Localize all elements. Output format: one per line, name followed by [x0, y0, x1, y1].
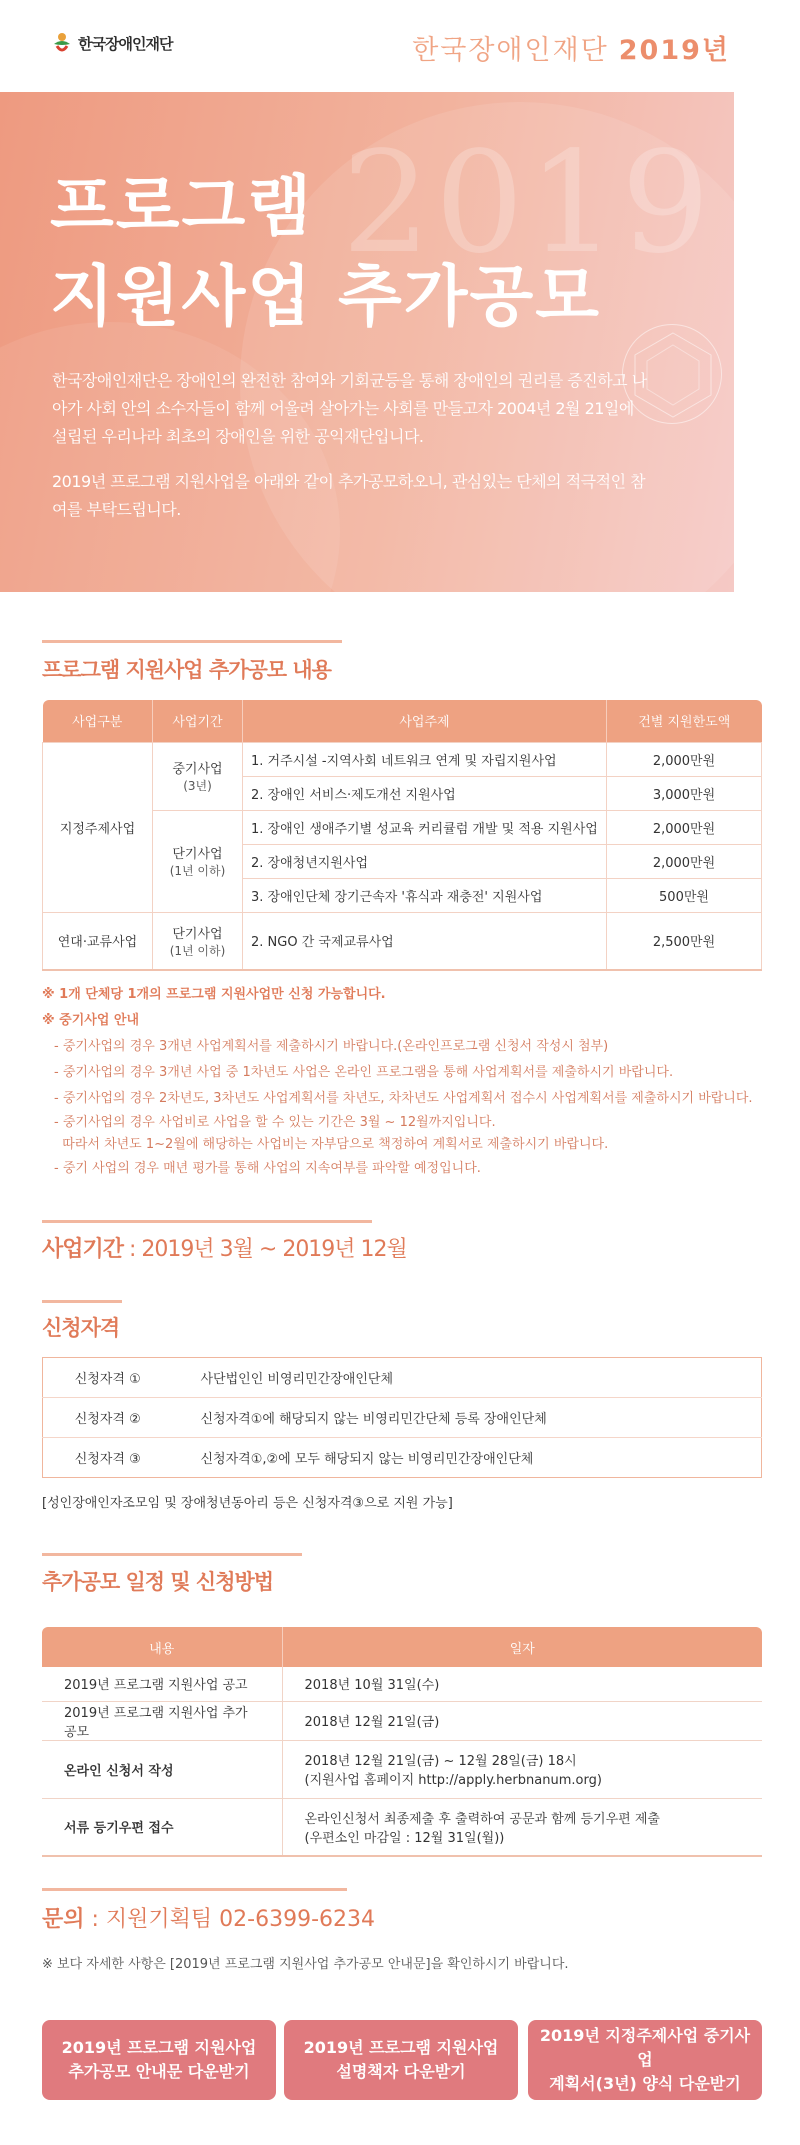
amount-cell: 2,000만원: [607, 742, 762, 776]
topic-cell: 2. NGO 간 국제교류사업: [243, 912, 607, 970]
schedule-item: 온라인 신청서 작성: [42, 1740, 282, 1798]
topic-cell: 2. 장애인 서비스·제도개선 지원사업: [243, 776, 607, 810]
schedule-item: 2019년 프로그램 지원사업 공고: [42, 1667, 282, 1701]
period-sub: (3년): [183, 779, 212, 793]
eligibility-key: 신청자격 ①: [43, 1358, 173, 1398]
eligibility-table: [42, 1357, 762, 1478]
button-line: 설명책자 다운받기: [336, 2062, 466, 2081]
section-divider: [42, 1220, 372, 1223]
section-divider: [42, 1300, 122, 1303]
schedule-date: 2018년 10월 31일(수): [282, 1667, 762, 1701]
amount-cell: 2,500만원: [607, 912, 762, 970]
table-row: [43, 912, 762, 970]
eligibility-value: 신청자격①,②에 모두 해당되지 않는 비영리민간장애인단체: [200, 1452, 534, 1467]
note-item: - 중기사업의 경우 사업비로 사업을 할 수 있는 기간은 3월 ~ 12월까지입니다.: [54, 1115, 496, 1130]
schedule-item: 서류 등기우편 접수: [42, 1798, 282, 1856]
period-label: 단기사업: [172, 926, 223, 942]
button-line: 계획서(3년) 양식 다운받기: [549, 2074, 741, 2093]
note-item: - 중기사업의 경우 3개년 사업 중 1차년도 사업은 온라인 프로그램을 통해 사업계획서를 제출하시기 바랍니다.: [54, 1065, 674, 1080]
download-notice-button[interactable]: [42, 2020, 276, 2100]
period-value: : 2019년 3월 ~ 2019년 12월: [123, 1237, 407, 1262]
amount-cell: 2,000만원: [607, 810, 762, 844]
section-divider: [42, 1553, 302, 1556]
period-heading: 사업기간: [42, 1237, 124, 1262]
top-bar: [0, 0, 800, 92]
schedule-date-line: 2018년 12월 21일(금) ~ 12월 28일(금) 18시: [304, 1754, 577, 1769]
period-cell: [153, 810, 243, 912]
category-cell: 지정주제사업: [43, 742, 153, 912]
business-period: [42, 1232, 407, 1263]
hero-title: [50, 162, 601, 342]
period-sub: (1년 이하): [169, 943, 226, 958]
column-header: 사업구분: [43, 700, 153, 742]
table-header-row: [43, 700, 762, 742]
section-heading-schedule: 추가공모 일정 및 신청방법: [42, 1570, 274, 1594]
table-row: [42, 1798, 762, 1856]
logo-text: 한국장애인재단: [78, 34, 173, 53]
button-line: 2019년 지정주제사업 중기사업: [539, 2026, 751, 2069]
schedule-date: 2018년 12월 21일(금): [282, 1701, 762, 1740]
schedule-date: [282, 1740, 762, 1798]
schedule-item: 2019년 프로그램 지원사업 추가공모: [42, 1701, 282, 1740]
eligibility-note: [성인장애인자조모임 및 장애청년동아리 등은 신청자격③으로 지원 가능]: [42, 1496, 453, 1511]
table-row: [43, 742, 762, 776]
button-label: [304, 2036, 499, 2084]
note-item: - 중기 사업의 경우 매년 평가를 통해 사업의 지속여부를 파악할 예정입니다.: [54, 1161, 481, 1176]
schedule-date: [282, 1798, 762, 1856]
hero-description-2: 2019년 프로그램 지원사업을 아래와 같이 추가공모하오니, 관심있는 단체의 적극적인 참여를 부탁드립니다.: [52, 472, 646, 519]
download-plan-form-button[interactable]: [528, 2020, 762, 2100]
hero-banner: [0, 92, 734, 592]
page-top-title: [412, 28, 730, 67]
foundation-logo[interactable]: [52, 32, 172, 54]
section-heading-eligibility: 신청자격: [42, 1316, 120, 1340]
column-header: 사업주제: [243, 700, 607, 742]
eligibility-value: 사단법인인 비영리민간장애인단체: [173, 1358, 762, 1398]
section-divider: [42, 640, 342, 643]
schedule-date-line[interactable]: (지원사업 홈페이지 http://apply.herbnanum.org): [304, 1773, 602, 1788]
table-row: [43, 1398, 762, 1438]
hero-title-line2: 지원사업 추가공모: [50, 258, 602, 335]
note-item: 따라서 차년도 1~2월에 해당하는 사업비는 자부담으로 책정하여 계획서로 제출하시기 바랍니다.: [54, 1137, 609, 1152]
eligibility-key: 신청자격 ②: [43, 1398, 173, 1438]
section-divider: [42, 1888, 347, 1891]
program-table: [42, 700, 762, 971]
period-sub: (1년 이하): [169, 864, 226, 878]
program-notes: [42, 982, 762, 1182]
topic-cell: 1. 장애인 생애주기별 성교육 커리큘럼 개발 및 적용 지원사업: [243, 810, 607, 844]
schedule-date-line: 온라인신청서 최종제출 후 출력하여 공문과 함께 등기우편 제출: [304, 1811, 660, 1827]
topic-cell: 2. 장애청년지원사업: [243, 844, 607, 878]
button-line: 2019년 프로그램 지원사업: [61, 2038, 257, 2057]
column-header: 일자: [282, 1627, 762, 1667]
column-header: 사업기간: [153, 700, 243, 742]
button-line: 2019년 프로그램 지원사업: [303, 2038, 499, 2057]
note-item: - 중기사업의 경우 3개년 사업계획서를 제출하시기 바랍니다.(온라인프로그램 신청서 작성시 첨부): [54, 1039, 609, 1054]
contact-note: ※ 보다 자세한 사항은 [2019년 프로그램 지원사업 추가공모 안내문]을 확인하시기 바랍니다.: [42, 1957, 569, 1972]
eligibility-value: 신청자격①에 해당되지 않는 비영리민간단체 등록 장애인단체: [173, 1398, 762, 1438]
table-row: [42, 1740, 762, 1798]
category-cell: 연대·교류사업: [43, 912, 153, 970]
column-header: 내용: [42, 1627, 282, 1667]
topic-cell: 3. 장애인단체 장기근속자 '휴식과 재충전' 지원사업: [243, 878, 607, 912]
period-label: 단기사업: [172, 847, 223, 862]
button-label: [538, 2024, 752, 2096]
period-cell: [153, 912, 243, 970]
schedule-date-line: (우편소인 마감일 : 12월 31일(월)): [304, 1830, 505, 1846]
amount-cell: 3,000만원: [607, 776, 762, 810]
table-row: [42, 1701, 762, 1740]
table-row: [42, 1667, 762, 1701]
download-booklet-button[interactable]: [284, 2020, 518, 2100]
topic-cell: 1. 거주시설 -지역사회 네트워크 연계 및 자립지원사업: [243, 742, 607, 776]
contact-label: 문의: [42, 1907, 85, 1932]
logo-mark-icon: [52, 32, 72, 54]
button-line: 추가공모 안내문 다운받기: [68, 2062, 250, 2081]
top-title-year: 2019년: [618, 35, 730, 66]
hero-watermark-year: 2019: [341, 122, 714, 285]
note-limit: ※ 1개 단체당 1개의 프로그램 지원사업만 신청 가능합니다.: [42, 987, 386, 1002]
amount-cell: 2,000만원: [607, 844, 762, 878]
button-label: [62, 2036, 257, 2084]
amount-cell: 500만원: [607, 878, 762, 912]
contact-value: : 지원기획팀 02-6399-6234: [84, 1907, 376, 1932]
hero-description: 한국장애인재단은 장애인의 완전한 참여와 기회균등을 통해 장애인의 권리를 증진하고 나아가 사회 안의 소수자들이 함께 어울려 살아가는 사회를 만들고자 2004년 2월 21일에 설립된 우리나라 최초의 장애인을 위한 공익재단입니다.: [52, 371, 647, 446]
note-mid-guide: ※ 중기사업 안내: [42, 1013, 140, 1028]
top-title-org: 한국장애인재단: [412, 35, 609, 66]
table-row: [43, 1358, 762, 1398]
period-cell: [153, 742, 243, 810]
table-row: [43, 1438, 762, 1478]
note-item: - 중기사업의 경우 2차년도, 3차년도 사업계획서를 차년도, 차차년도 사업계획서 접수시 사업계획서를 제출하시기 바랍니다.: [54, 1091, 753, 1106]
column-header: 건별 지원한도액: [607, 700, 762, 742]
schedule-table: [42, 1627, 762, 1857]
eligibility-key: 신청자격 ③: [74, 1452, 141, 1467]
hero-title-line1: 프로그램: [50, 168, 314, 245]
table-header-row: [42, 1627, 762, 1667]
period-label: 중기사업: [172, 762, 223, 777]
section-heading-program: 프로그램 지원사업 추가공모 내용: [42, 658, 331, 682]
contact-info: [42, 1902, 375, 1933]
